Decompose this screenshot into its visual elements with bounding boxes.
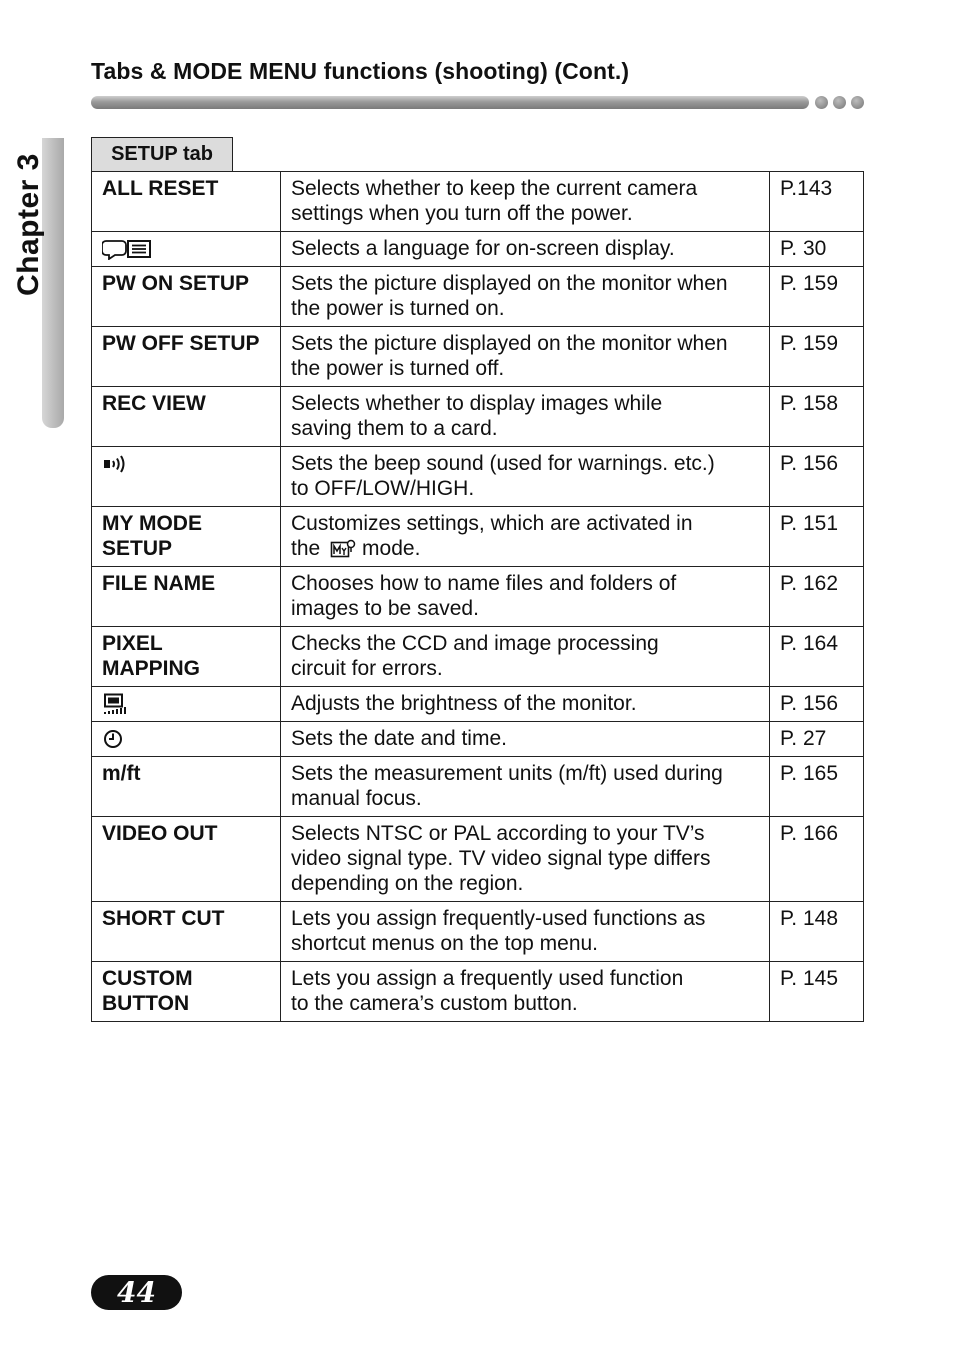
page-heading: Tabs & MODE MENU functions (shooting) (Cont.) [91, 58, 630, 84]
description-line: Checks the CCD and image processing [291, 632, 659, 655]
page-reference: P. 162 [770, 567, 864, 627]
table-row [92, 817, 864, 902]
description-line: circuit for errors. [291, 657, 443, 680]
function-name [92, 507, 281, 567]
description-line: Selects whether to display images while [291, 392, 663, 415]
function-description [281, 327, 770, 387]
name-line: MAPPING [102, 657, 201, 680]
description-line: depending on the region. [291, 872, 524, 895]
function-name: m/ft [92, 757, 281, 817]
function-name: PW OFF SETUP [92, 327, 281, 387]
description-line: Sets the measurement units (m/ft) used during [291, 762, 723, 785]
description-line: Sets the picture displayed on the monitor when [291, 272, 728, 295]
function-icon-cell [92, 447, 281, 507]
function-description [281, 232, 770, 267]
description-line: to the camera’s custom button. [291, 992, 578, 1015]
table-row [92, 447, 864, 507]
description-line: saving them to a card. [291, 417, 498, 440]
function-icon-cell [92, 232, 281, 267]
description-line: images to be saved. [291, 597, 479, 620]
table-row [92, 387, 864, 447]
table-row [92, 757, 864, 817]
function-description [281, 817, 770, 902]
description-line: Sets the beep sound (used for warnings. etc.) [291, 452, 715, 475]
description-line: Customizes settings, which are activated in [291, 512, 693, 535]
table-row [92, 567, 864, 627]
page-reference: P. 158 [770, 387, 864, 447]
name-line: CUSTOM [102, 967, 193, 990]
table-row [92, 232, 864, 267]
table-row [92, 327, 864, 387]
page-reference: P. 156 [770, 687, 864, 722]
description-line: shortcut menus on the top menu. [291, 932, 599, 955]
function-description [281, 172, 770, 232]
function-description [281, 447, 770, 507]
description-line: the power is turned off. [291, 357, 505, 380]
description-line: manual focus. [291, 787, 422, 810]
name-line: BUTTON [102, 992, 190, 1015]
table-row [92, 507, 864, 567]
description-line: Selects NTSC or PAL according to your TV’s [291, 822, 705, 845]
description-line: the power is turned on. [291, 297, 505, 320]
function-description [281, 387, 770, 447]
description-line: the [291, 537, 321, 560]
table-row [92, 722, 864, 757]
chapter-label: Chapter 3 [12, 153, 45, 296]
function-name [92, 627, 281, 687]
function-name: PW ON SETUP [92, 267, 281, 327]
function-description [281, 507, 770, 567]
function-description [281, 962, 770, 1022]
table-row [92, 902, 864, 962]
my-mode-icon [330, 539, 356, 559]
function-description [281, 757, 770, 817]
page-reference: P. 148 [770, 902, 864, 962]
page-reference: P. 27 [770, 722, 864, 757]
function-name: ALL RESET [92, 172, 281, 232]
name-line: PIXEL [102, 632, 163, 655]
setup-functions-table [91, 171, 864, 1022]
description-line: Selects a language for on-screen display. [291, 237, 675, 260]
page-reference: P. 156 [770, 447, 864, 507]
function-description [281, 627, 770, 687]
heading-dot [815, 96, 828, 109]
description-line: Sets the date and time. [291, 727, 507, 750]
page-reference: P. 159 [770, 327, 864, 387]
function-icon-cell [92, 722, 281, 757]
monitor-brightness-icon [102, 693, 128, 715]
clock-icon [102, 729, 124, 749]
function-name: REC VIEW [92, 387, 281, 447]
page-reference: P. 165 [770, 757, 864, 817]
page-reference: P. 166 [770, 817, 864, 902]
table-row [92, 627, 864, 687]
page-number: 44 [91, 1275, 182, 1310]
function-name [92, 962, 281, 1022]
heading-dot [851, 96, 864, 109]
function-description [281, 567, 770, 627]
setup-tab-label: SETUP tab [91, 137, 233, 171]
name-line: SETUP [102, 537, 173, 560]
description-line: mode. [362, 537, 421, 560]
table-row [92, 687, 864, 722]
function-name: SHORT CUT [92, 902, 281, 962]
page-reference: P. 151 [770, 507, 864, 567]
page-reference: P. 159 [770, 267, 864, 327]
description-line: Lets you assign frequently-used functions as [291, 907, 706, 930]
function-name: VIDEO OUT [92, 817, 281, 902]
page-reference: P. 30 [770, 232, 864, 267]
function-description [281, 902, 770, 962]
table-row [92, 267, 864, 327]
page-reference: P. 145 [770, 962, 864, 1022]
description-line: Adjusts the brightness of the monitor. [291, 692, 637, 715]
function-description [281, 687, 770, 722]
function-description [281, 267, 770, 327]
beep-sound-icon [102, 454, 128, 474]
language-icon [102, 238, 152, 260]
function-icon-cell [92, 687, 281, 722]
name-line: MY MODE [102, 512, 202, 535]
description-line: Lets you assign a frequently used function [291, 967, 684, 990]
heading-rule [91, 96, 809, 109]
description-line: to OFF/LOW/HIGH. [291, 477, 475, 500]
description-line: Sets the picture displayed on the monitor when [291, 332, 728, 355]
description-line: Selects whether to keep the current camera [291, 177, 698, 200]
function-description [281, 722, 770, 757]
page-reference: P. 164 [770, 627, 864, 687]
heading-dot [833, 96, 846, 109]
description-line: Chooses how to name files and folders of [291, 572, 677, 595]
description-line: video signal type. TV video signal type differs [291, 847, 711, 870]
page-reference: P.143 [770, 172, 864, 232]
function-name: FILE NAME [92, 567, 281, 627]
table-row [92, 962, 864, 1022]
table-row [92, 172, 864, 232]
description-line: settings when you turn off the power. [291, 202, 633, 225]
